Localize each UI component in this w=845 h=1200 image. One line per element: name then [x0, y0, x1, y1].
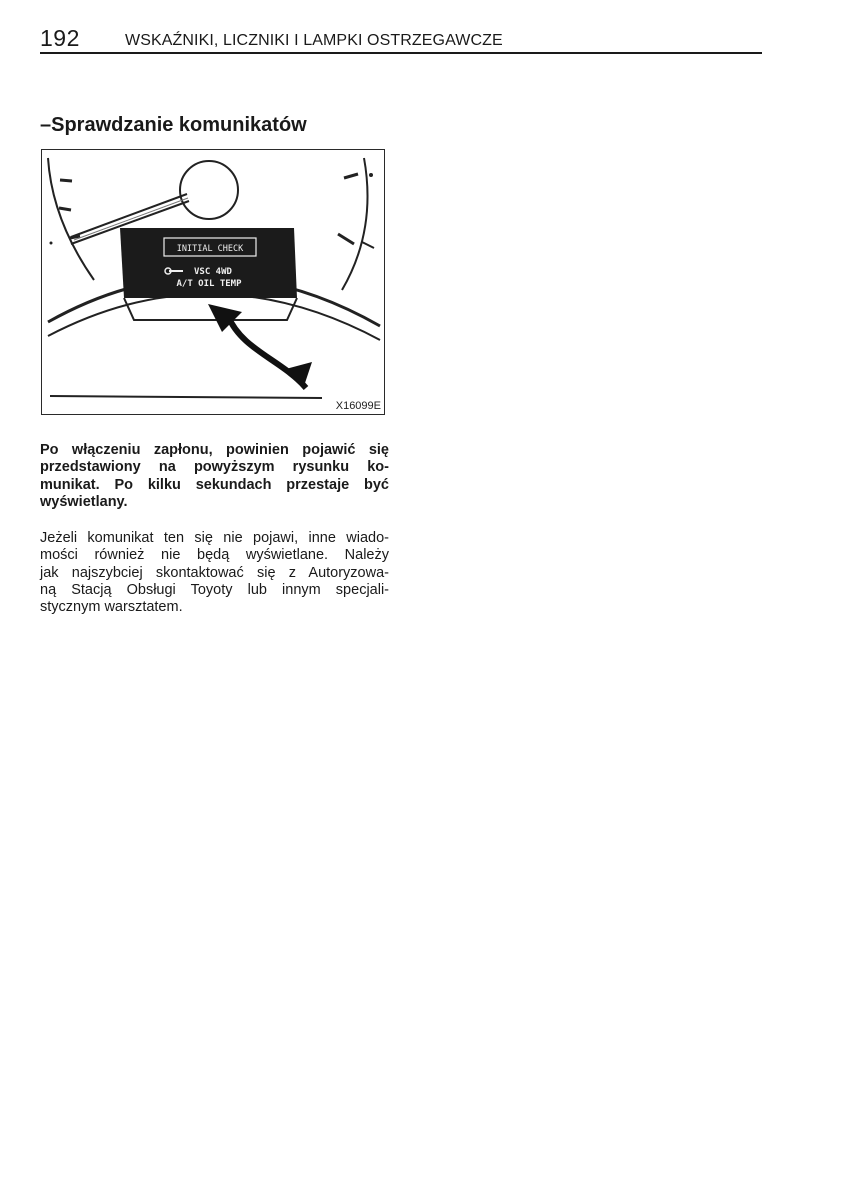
- paragraph-ignition-info: [40, 442, 389, 511]
- tick-mark: [59, 208, 71, 210]
- chapter-title: WSKAŹNIKI, LICZNIKI I LAMPKI OSTRZEGAWCZE: [125, 32, 503, 49]
- dot-mark: [50, 242, 53, 245]
- section-title: –Sprawdzanie komunikatów: [40, 114, 307, 136]
- needle-hub: [180, 161, 238, 219]
- dot-mark: [369, 173, 373, 177]
- tick-mark: [60, 180, 72, 181]
- paragraph-line: stycznym warsztatem.: [40, 599, 183, 616]
- left-gauge-arc: [48, 158, 94, 280]
- instrument-cluster-drawing: [42, 150, 385, 415]
- display-line-1: INITIAL CHECK: [176, 244, 244, 254]
- paragraph-line: munikat. Po kilku sekundach przestaje być: [40, 476, 389, 493]
- paragraph-line: wyświetlany.: [40, 493, 128, 510]
- figure-code: X16099E: [335, 400, 381, 412]
- bottom-rule: [50, 396, 322, 398]
- paragraph-line: przedstawiony na powyższym rysunku ko-: [40, 459, 389, 476]
- page-number: 192: [40, 25, 80, 51]
- tick-mark: [362, 242, 374, 248]
- paragraph-line: ną Stacją Obsługi Toyoty lub innym specjali-: [40, 581, 389, 598]
- paragraph-line: Jeżeli komunikat ten się nie pojawi, inne wiado-: [40, 530, 389, 546]
- tick-mark: [338, 234, 354, 244]
- tick-mark: [344, 174, 358, 178]
- display-line-2: VSC 4WD: [194, 267, 232, 277]
- display-line-3: A/T OIL TEMP: [176, 279, 242, 289]
- instrument-cluster-illustration: [41, 149, 385, 415]
- paragraph-line: jak najszybciej skontaktować się z Autoryzowa-: [40, 564, 389, 581]
- paragraph-line: mości również nie będą wyświetlane. Należy: [40, 547, 389, 564]
- paragraph-service-info: [40, 530, 389, 616]
- page-header: [40, 26, 762, 54]
- paragraph-line: Po włączeniu zapłonu, powinien pojawić się: [40, 442, 389, 458]
